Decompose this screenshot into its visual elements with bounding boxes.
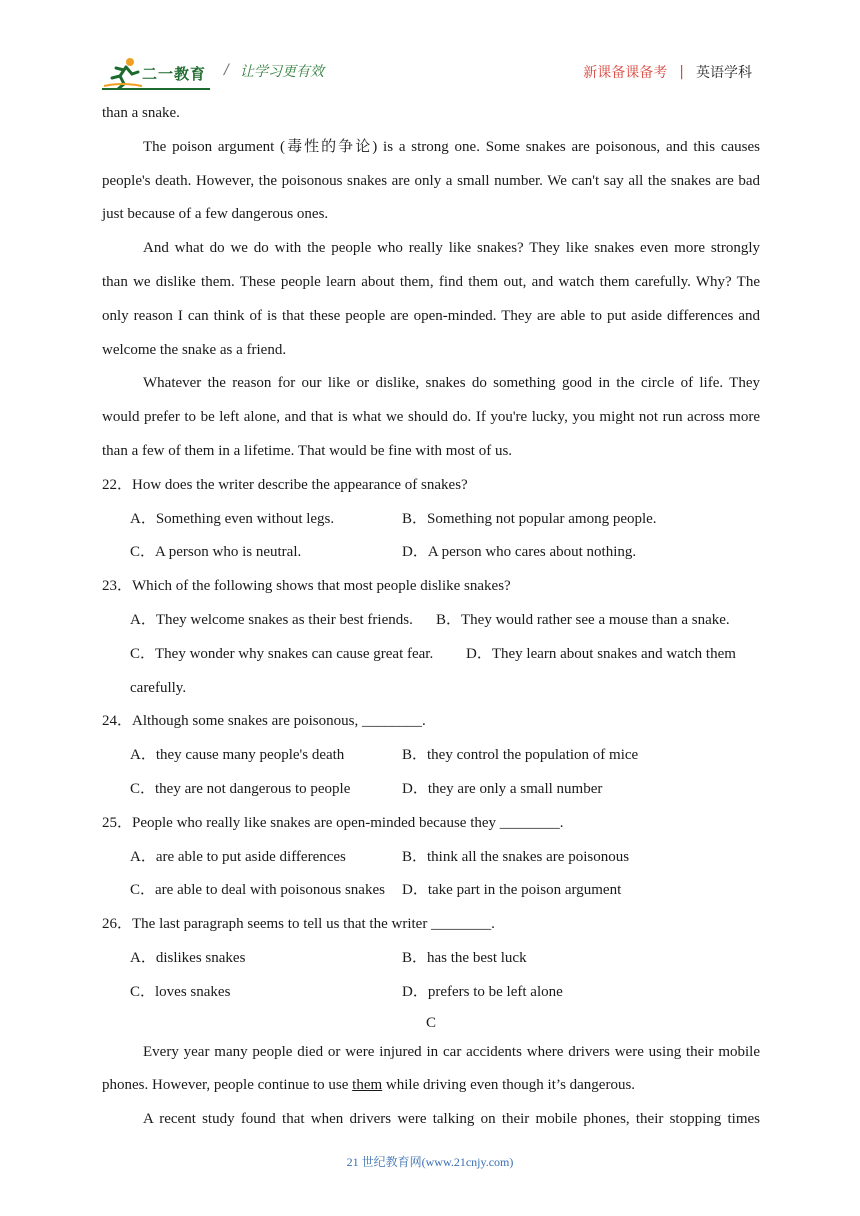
text-line: would prefer to be left alone, and that is what we should do. If you're lucky, you might not run across more [102,409,760,426]
text-fragment: while driving even though it’s dangerous. [382,1077,636,1094]
option-row [102,874,760,908]
header-separator: | [679,64,684,80]
text-line: than a few of them in a lifetime. That would be fine with most of us. [102,442,513,459]
section-heading: C [425,1014,436,1031]
header-right [583,62,752,82]
option-row [102,503,760,537]
text-line: people's death. However, the poisonous snakes are only a small number. We can't say all the snakes are bad [102,172,760,189]
text-line: Whatever the reason for our like or dislike, snakes do something good in the circle of life. They [143,375,760,392]
option-c: C．are able to deal with poisonous snakes [130,882,385,899]
question-stem: 25．People who really like snakes are open-minded because they ________. [102,814,564,831]
option-b: B．They would rather see a mouse than a snake. [436,611,730,628]
option-a: A．Something even without legs. [130,510,335,527]
option-row [102,536,760,570]
text-line: than a snake. [102,105,180,121]
option-b: B．they control the population of mice [402,747,639,764]
text-line: just because of a few dangerous ones. [102,206,329,223]
option-d: D．A person who cares about nothing. [402,544,637,561]
question-stem: 23．Which of the following shows that most people dislike snakes? [102,578,511,595]
text-line: welcome the snake as a friend. [102,341,287,358]
option-a: A．They welcome snakes as their best friends. [130,611,413,628]
header-slash: / [224,62,229,78]
text-line: than we dislike them. These people learn about them, find them out, and watch them carefully. Why? The [102,273,760,290]
option-d: D．they are only a small number [402,780,603,797]
option-a: A．they cause many people's death [130,747,345,764]
option-row [102,976,760,1010]
logo-underline [102,88,210,90]
option-d: D．prefers to be left alone [402,983,563,1000]
page-footer: 21 世纪教育网(www.21cnjy.com) [346,1155,514,1169]
option-d: D．take part in the poison argument [402,882,622,899]
text-line: Every year many people died or were injured in car accidents where drivers were using their mobile [143,1043,760,1060]
underlined-word: them [352,1077,383,1094]
header-course-label: 新课备课备考 [583,65,668,81]
option-row [102,604,760,638]
option-b: B．think all the snakes are poisonous [402,848,630,865]
question-stem: 24．Although some snakes are poisonous, ________. [102,713,426,730]
option-row [102,942,760,976]
option-row [102,841,760,875]
option-a: A．dislikes snakes [130,949,246,966]
option-c: C．they are not dangerous to people [130,780,351,797]
option-c: C．A person who is neutral. [130,544,302,561]
text-line: And what do we do with the people who really like snakes? They like snakes even more strongly [143,240,760,257]
header-slogan: 让学习更有效 [240,64,324,80]
logo [102,56,206,90]
option-continuation: carefully. [130,679,187,696]
option-a: A．are able to put aside differences [130,848,346,865]
option-c: C．They wonder why snakes can cause great fear. [130,645,434,662]
option-row [102,638,760,672]
document-body [102,97,760,1137]
page-header [0,0,860,96]
option-c: C．loves snakes [130,983,231,1000]
option-row [102,739,760,773]
question-stem: 22．How does the writer describe the appearance of snakes? [102,476,468,493]
text-line: A recent study found that when drivers were talking on their mobile phones, their stopping times [143,1111,760,1128]
option-row [102,773,760,807]
running-figure-icon [102,56,146,90]
option-d: D．They learn about snakes and watch them [466,645,736,662]
header-subject: 英语学科 [696,65,752,81]
logo-text: 二一教育 [142,64,207,83]
text-line: only reason I can think of is that these people are open-minded. They are able to put aside differences and [102,307,760,324]
text-fragment: phones. However, people continue to use [102,1077,353,1094]
text-line [102,1069,760,1103]
question-stem: 26．The last paragraph seems to tell us that the writer ________. [102,916,495,933]
option-b: B．has the best luck [402,949,527,966]
text-line: The poison argument (毒性的争论) is a strong one. Some snakes are poisonous, and this causes [143,138,760,155]
option-b: B．Something not popular among people. [402,510,657,527]
